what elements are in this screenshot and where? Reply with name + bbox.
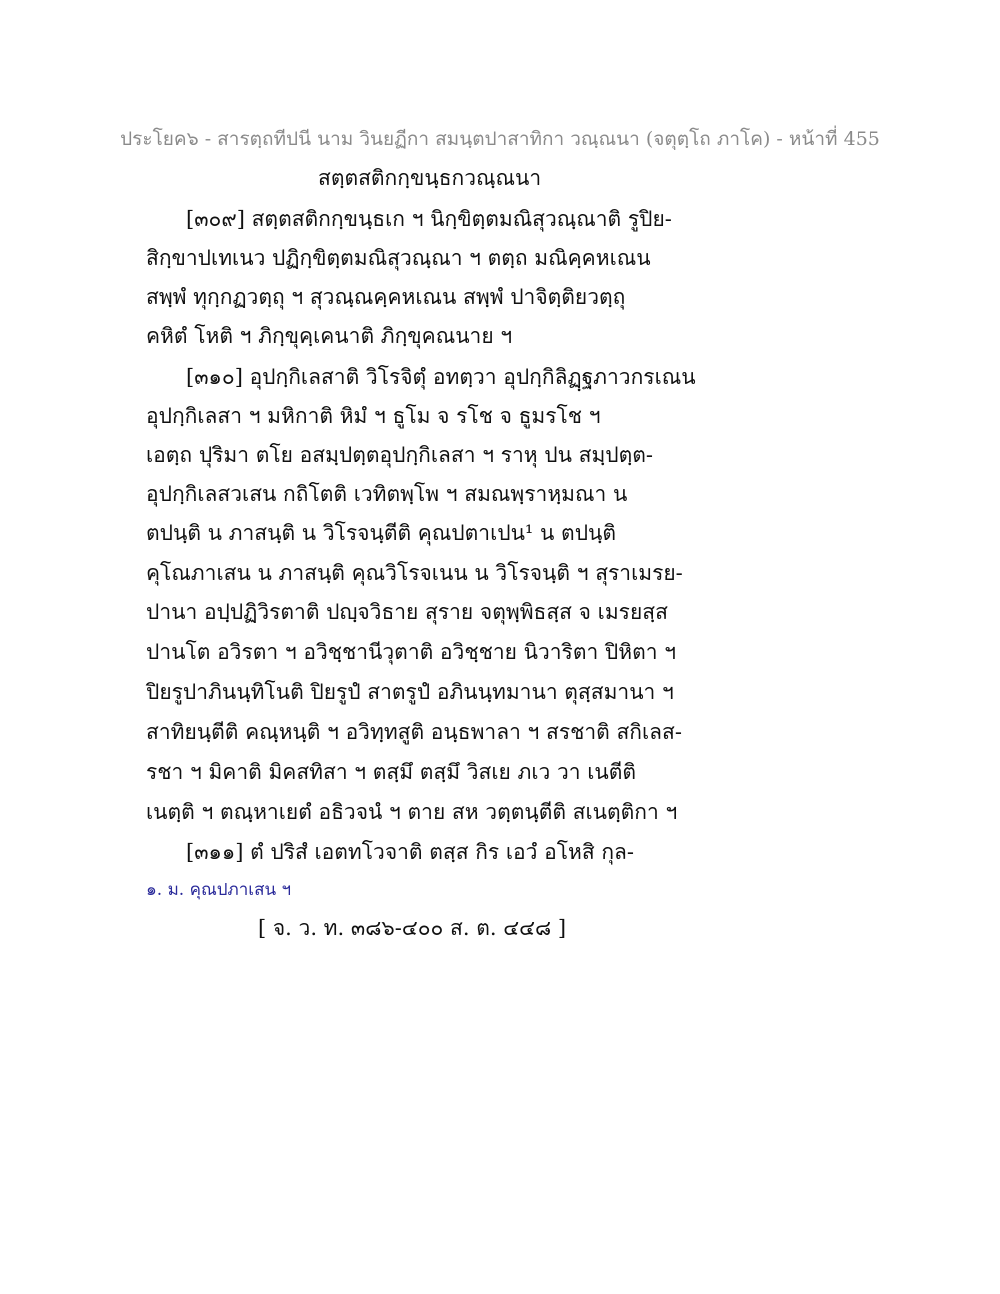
text-line: สิกฺขาปเทเนว ปฏิกฺขิตฺตมณิสุวณฺณา ฯ ตตฺถ มณิคฺคหเณน	[146, 246, 651, 270]
text-line: สาทิยนฺตีติ คณฺหนฺติ ฯ อวิทฺทสูติ อนฺธพาลา ฯ สรชาติ สกิเลส-	[146, 720, 682, 744]
text-line: ปานโต อวิรตา ฯ อวิชฺชานีวุตาติ อวิชฺชาย นิวาริตา ปิหิตา ฯ	[146, 640, 676, 664]
text-line: [๓๑๑] ตํ ปริสํ เอตทโวจาติ ตสฺส กิร เอวํ อโหสิ กุล-	[186, 840, 635, 864]
text-line: สพฺพํ ทุกฺกฏวตฺถุ ฯ สุวณฺณคฺคหเณน สพฺพํ ปาจิตฺติยวตฺถุ	[146, 285, 626, 309]
page-header: ประโยค๖ - สารตฺถทีปนี นาม วินยฏีกา สมนฺตปาสาทิกา วณฺณนา (จตุตฺโถ ภาโค) - หน้าที่ 455	[120, 128, 880, 150]
text-line: อุปกฺกิเลสวเสน กถิโตติ เวทิตพฺโพ ฯ สมณพฺราหฺมณา น	[146, 482, 628, 506]
text-line: เนตฺติ ฯ ตณฺหาเยตํ อธิวจนํ ฯ ตาย สห วตฺตนฺตีติ สเนตฺติกา ฯ	[146, 800, 678, 824]
text-line: คหิตํ โหติ ฯ ภิกฺขุคฺเคนาติ ภิกฺขุคณนาย ฯ	[146, 324, 513, 348]
text-line: รชา ฯ มิคาติ มิคสทิสา ฯ ตสฺมึ ตสฺมึ วิสเย ภเว วา เนตีติ	[146, 760, 637, 784]
text-line: ปิยรูปาภินนฺทิโนติ ปิยรูปํ สาตรูปํ อภินนฺทมานา ตุสฺสมานา ฯ	[146, 680, 674, 704]
page-reference: [ จ. ว. ท. ๓๘๖-๔๐๐ ส. ต. ๔๔๘ ]	[258, 916, 567, 940]
text-line: ตปนฺติ น ภาสนฺติ น วิโรจนฺตีติ คุณปตาเปน¹ น ตปนฺติ	[146, 521, 617, 545]
text-line: [๓๐๙] สตฺตสติกกฺขนฺธเก ฯ นิกฺขิตฺตมณิสุวณฺณาติ รูปิย-	[186, 207, 672, 231]
text-line: คุโณภาเสน น ภาสนฺติ คุณวิโรจเนน น วิโรจนฺติ ฯ สุราเมรย-	[146, 561, 683, 585]
section-title: สตฺตสติกกฺขนฺธกวณฺณนา	[318, 166, 542, 190]
text-line: เอตฺถ ปุริมา ตโย อสมฺปตฺตอุปกฺกิเลสา ฯ ราหุ ปน สมฺปตฺต-	[146, 443, 653, 467]
text-line: อุปกฺกิเลสา ฯ มหิกาติ หิมํ ฯ ธูโม จ รโช จ ธูมรโช ฯ	[146, 404, 601, 428]
footnote: ๑. ม. คุณปภาเสน ฯ	[146, 880, 292, 900]
text-line: ปานา อปฺปฏิวิรตาติ ปญฺจวิธาย สุราย จตุพฺพิธสฺส จ เมรยสฺส	[146, 600, 668, 624]
text-line: [๓๑๐] อุปกฺกิเลสาติ วิโรจิตุํ อทตฺวา อุปกฺกิลิฏฺฐภาวกรเณน	[186, 365, 696, 389]
